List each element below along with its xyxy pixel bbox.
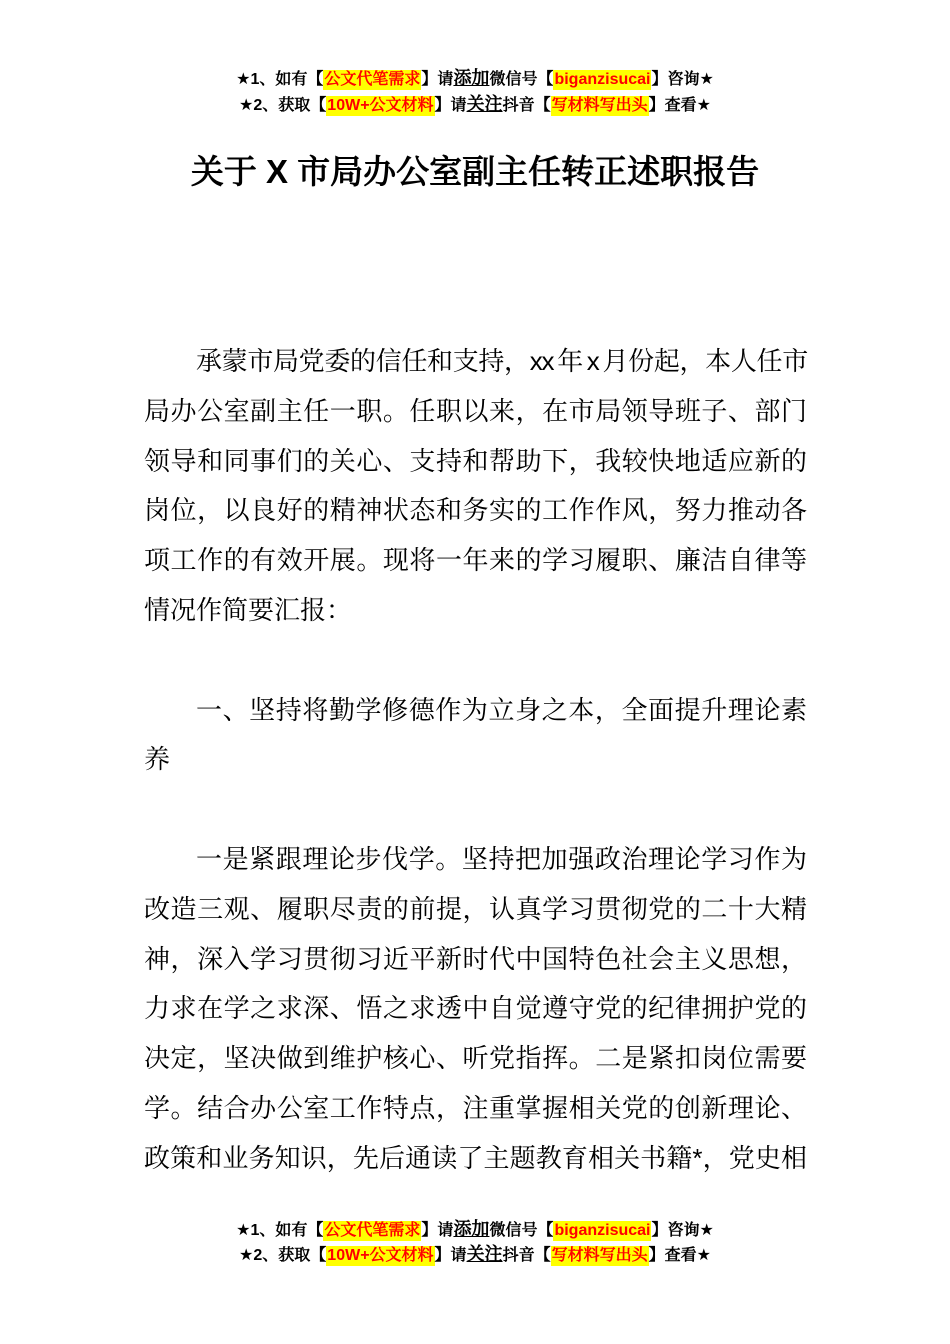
body-line: 一是紧跟理论步伐学。坚持把加强政治理论学习作为 [196, 843, 807, 874]
body-line: 政策和业务知识，先后通读了主题教育相关书籍*，党史相 [144, 1142, 807, 1173]
heading-line: 养 [144, 744, 171, 775]
notice-wechat-id: biganzisucai [554, 71, 651, 88]
notice-text: 微信号【 [489, 1222, 554, 1239]
body-line: 力求在学之求深、悟之求透中自觉遵守党的纪律拥护党的 [144, 993, 807, 1024]
body-line: 学。结合办公室工作特点，注重掌握相关党的创新理论、 [144, 1092, 807, 1123]
heading-line: 一、坚持将勤学修德作为立身之本，全面提升理论素 [196, 694, 807, 725]
notice-highlight: 10W+公文材料 [327, 97, 434, 114]
body-line: 神，深入学习贯彻习近平新时代中国特色社会主义思想， [144, 943, 807, 974]
notice-suffix: 】查看★ [648, 1247, 711, 1264]
footer-notice-line-2 [0, 1244, 950, 1264]
header-notice-line-2 [0, 94, 950, 114]
notice-text: 抖音【 [502, 97, 551, 114]
notice-emphasis: 添加 [453, 68, 490, 88]
header-notice-line-1 [0, 68, 950, 88]
notice-emphasis: 关注 [466, 1244, 503, 1264]
notice-prefix: ★1、如有【 [236, 71, 324, 88]
body-line: 领导和同事们的关心、支持和帮助下，我较快地适应新的 [144, 445, 807, 476]
body-line: 局办公室副主任一职。任职以来，在市局领导班子、部门 [144, 395, 807, 426]
section-heading [144, 686, 807, 786]
document-title: 关于 X 市局办公室副主任转正述职报告 [190, 153, 760, 190]
notice-text: 微信号【 [489, 71, 554, 88]
notice-text: 】请 [434, 1247, 467, 1264]
paragraph-intro [144, 337, 807, 636]
notice-highlight: 公文代笔需求 [324, 71, 421, 88]
notice-prefix: ★1、如有【 [236, 1222, 324, 1239]
paragraph-study [144, 835, 807, 1184]
notice-suffix: 】咨询★ [651, 71, 714, 88]
footer-notice-line-1 [0, 1219, 950, 1239]
notice-douyin-account: 写材料写出头 [551, 97, 648, 114]
notice-prefix: ★2、获取【 [239, 1247, 327, 1264]
notice-highlight: 公文代笔需求 [324, 1222, 421, 1239]
notice-prefix: ★2、获取【 [239, 97, 327, 114]
notice-suffix: 】咨询★ [651, 1222, 714, 1239]
body-line: 承蒙市局党委的信任和支持，xx 年 x 月份起，本人任市 [196, 346, 807, 376]
notice-highlight: 10W+公文材料 [327, 1247, 434, 1264]
body-line: 项工作的有效开展。现将一年来的学习履职、廉洁自律等 [144, 545, 807, 576]
notice-emphasis: 添加 [453, 1219, 490, 1239]
document-body [144, 337, 807, 1184]
notice-text: 】请 [434, 97, 467, 114]
notice-text: 】请 [421, 71, 454, 88]
body-line: 岗位，以良好的精神状态和务实的工作作风，努力推动各 [144, 495, 807, 526]
body-line: 情况作简要汇报： [144, 594, 353, 625]
notice-wechat-id: biganzisucai [554, 1222, 651, 1239]
body-line: 决定，坚决做到维护核心、听党指挥。二是紧扣岗位需要 [144, 1043, 807, 1074]
notice-suffix: 】查看★ [648, 97, 711, 114]
notice-emphasis: 关注 [466, 94, 503, 114]
notice-text: 】请 [421, 1222, 454, 1239]
body-line: 改造三观、履职尽责的前提，认真学习贯彻党的二十大精 [144, 893, 807, 924]
notice-douyin-account: 写材料写出头 [551, 1247, 648, 1264]
notice-text: 抖音【 [502, 1247, 551, 1264]
